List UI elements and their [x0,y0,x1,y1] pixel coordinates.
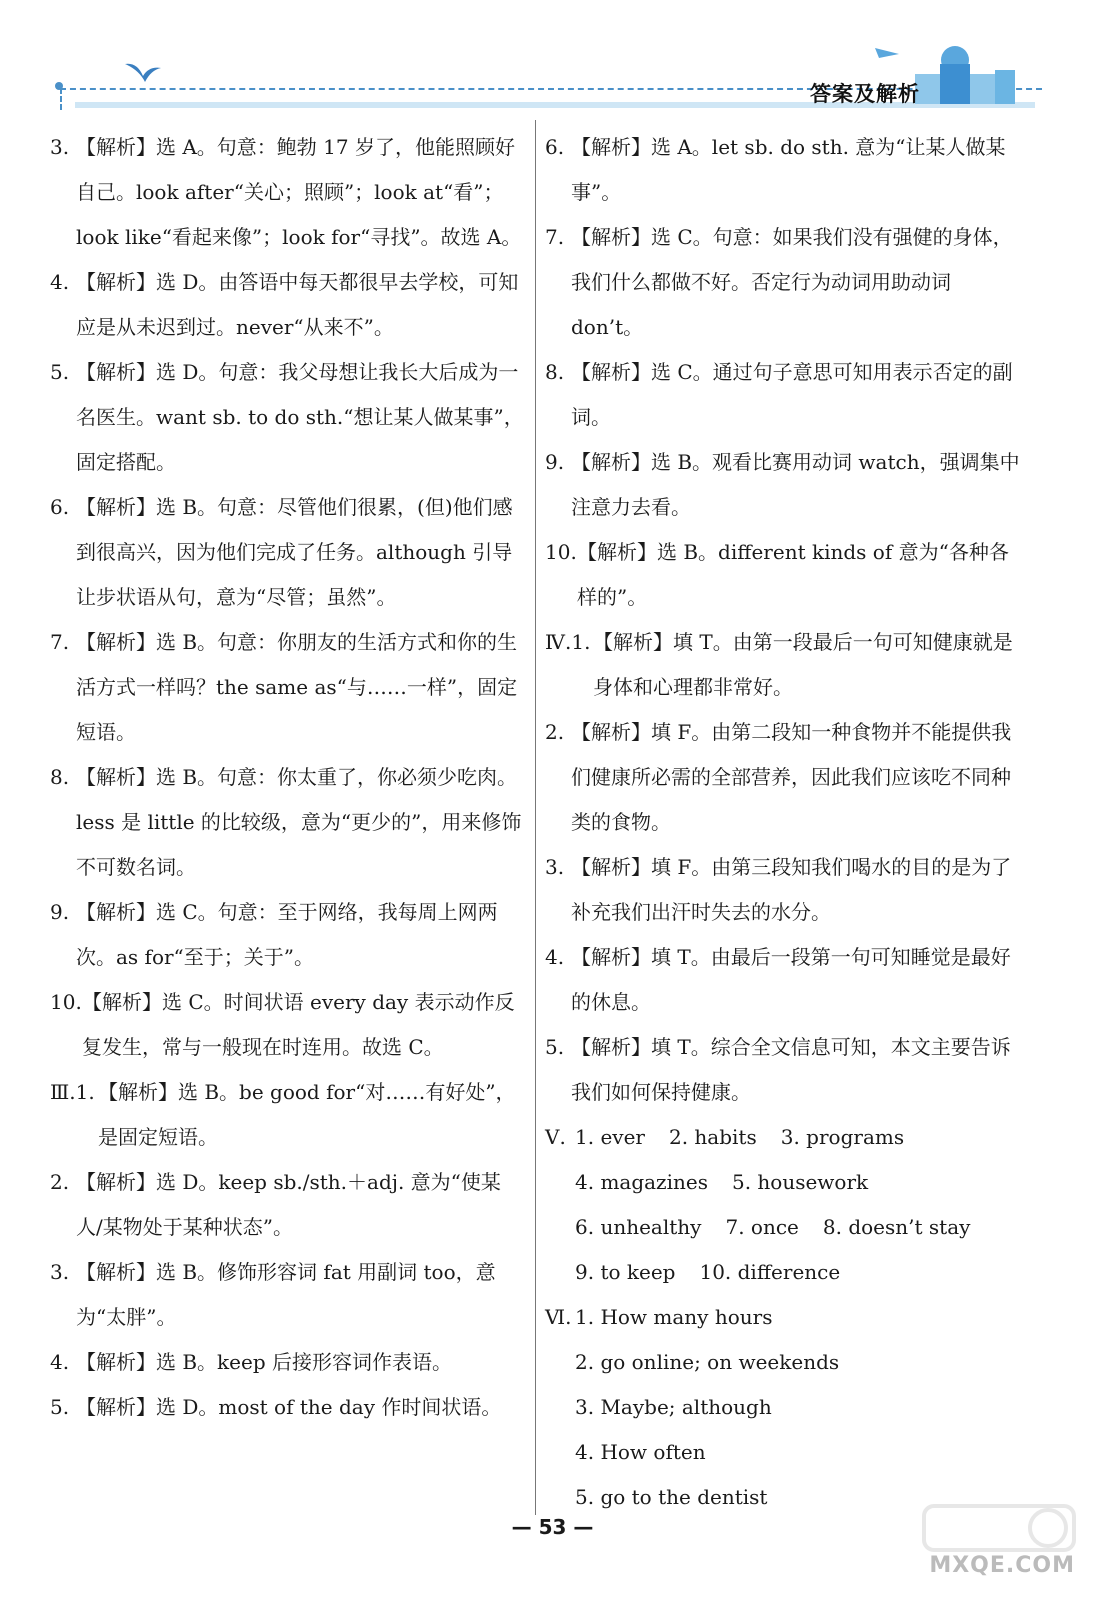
answer-text: 【解析】选 C。通过句子意思可知用表示否定的副词。 [571,360,1013,429]
answer-text: 【解析】选 B。句意：你朋友的生活方式和你的生活方式一样吗？the same as“与……一样”，固定短语。 [76,630,518,744]
answer-cell: 7. once [725,1215,799,1239]
answer-cell: 8. doesn’t stay [822,1215,971,1239]
answer-text: 【解析】填 F。由第三段知我们喝水的目的是为了补充我们出汗时失去的水分。 [571,855,1012,924]
answer-number: 7. [50,630,70,654]
watermark-text: MXQE.COM [929,1553,1075,1578]
answer-row [545,1115,1020,1160]
answer-number: 10. [545,540,577,564]
answer-text: 【解析】选 B。观看比赛用动词 watch，强调集中注意力去看。 [571,450,1020,519]
answer-cell: 2. go online; on weekends [575,1350,840,1374]
answer-text: 【解析】选 D。most of the day 作时间状语。 [76,1395,502,1419]
answer-text: 【解析】填 T。综合全文信息可知，本文主要告诉我们如何保持健康。 [571,1035,1011,1104]
answer-item [545,530,1020,620]
answer-row [545,1385,1020,1430]
answer-cell: 9. to keep [575,1260,676,1284]
left-column [50,125,525,1430]
answer-text: 【解析】选 B。修饰形容词 fat 用副词 too，意为“太胖”。 [76,1260,496,1329]
answer-cell: 3. programs [780,1125,905,1149]
answer-cell: 5. housework [731,1170,869,1194]
answer-item [50,1340,525,1385]
answer-item [545,710,1020,845]
answer-cell: 3. Maybe; although [575,1395,772,1419]
answer-text: 【解析】选 B。different kinds of 意为“各种各样的”。 [577,540,1009,609]
right-column [545,125,1020,1520]
answer-item [545,620,1020,710]
answer-number: 3. [545,855,565,879]
answer-item [50,620,525,755]
answer-cell: 5. go to the dentist [575,1485,768,1509]
answer-number: 5. [545,1035,565,1059]
answer-item [50,1250,525,1340]
answer-item [545,845,1020,935]
answer-number: 8. [50,765,70,789]
answer-cell: 2. habits [668,1125,757,1149]
answer-number: 6. [50,495,70,519]
answer-cell: 1. How many hours [575,1305,773,1329]
answer-text: 【解析】选 B。句意：你太重了，你必须少吃肉。less 是 little 的比较级，意为“更少的”，用来修饰不可数名词。 [76,765,522,879]
answer-cell: 1. ever [575,1125,645,1149]
answer-item [50,1160,525,1250]
answer-text: 【解析】选 B。句意：尽管他们很累，(但)他们感到很高兴，因为他们完成了任务。although 引导让步状语从句，意为“尽管；虽然”。 [76,495,513,609]
answer-text: 【解析】选 D。句意：我父母想让我长大后成为一名医生。want sb. to do sth.“想让某人做某事”，固定搭配。 [76,360,524,474]
section-5-answers [545,1115,1020,1295]
answer-row [545,1250,1020,1295]
answer-number: 8. [545,360,565,384]
answer-item [50,485,525,620]
answer-row [545,1295,1020,1340]
answer-number: 4. [545,945,565,969]
answer-cell: 4. magazines [575,1170,708,1194]
answer-item [50,890,525,980]
answer-number: 6. [545,135,565,159]
answer-number: 3. [50,1260,70,1284]
answer-number: Ⅲ.1. [50,1080,95,1104]
answer-item [545,215,1020,350]
answer-item [50,350,525,485]
answer-row [545,1430,1020,1475]
answer-row [545,1340,1020,1385]
answer-text: 【解析】选 B。be good for“对……有好处”，是固定短语。 [98,1080,516,1149]
answer-item [545,440,1020,530]
answer-item [50,260,525,350]
answer-text: 【解析】选 C。句意：如果我们没有强健的身体，我们什么都做不好。否定行为动词用助动词 don’t。 [571,225,1013,339]
answer-item [50,125,525,260]
answer-number: Ⅳ.1. [545,630,591,654]
answer-item [545,350,1020,440]
answer-text: 【解析】选 D。keep sb./sth.＋adj. 意为“使某人/某物处于某种状态”。 [76,1170,501,1239]
answer-number: 4. [50,270,70,294]
answer-text: 【解析】选 B。keep 后接形容词作表语。 [76,1350,453,1374]
answer-cell: 10. difference [699,1260,841,1284]
answer-text: 【解析】填 F。由第二段知一种食物并不能提供我们健康所必需的全部营养，因此我们应该吃不同种类的食物。 [571,720,1012,834]
answer-item [545,935,1020,1025]
answer-text: 【解析】填 T。由第一段最后一句可知健康就是身体和心理都非常好。 [593,630,1013,699]
page-number: — 53 — [511,1515,594,1539]
answer-number: 10. [50,990,82,1014]
answer-text: 【解析】填 T。由最后一段第一句可知睡觉是最好的休息。 [571,945,1011,1014]
section-6-answers [545,1295,1020,1520]
section-label: Ⅵ. [545,1305,572,1329]
answer-number: 5. [50,360,70,384]
answer-cell: 4. How often [575,1440,706,1464]
column-divider [535,120,536,1515]
answer-number: 5. [50,1395,70,1419]
answer-number: 7. [545,225,565,249]
header-title: 答案及解析 [810,82,920,106]
answer-number: 2. [545,720,565,744]
answer-number: 4. [50,1350,70,1374]
answer-item [545,1025,1020,1115]
answer-item [50,755,525,890]
answer-cell: 6. unhealthy [575,1215,702,1239]
answer-number: 9. [545,450,565,474]
answer-item [50,980,525,1070]
answer-row [545,1160,1020,1205]
answer-number: 9. [50,900,70,924]
answer-row [545,1205,1020,1250]
bird-icon [123,58,163,88]
page-header [55,40,1045,115]
answer-text: 【解析】选 C。时间状语 every day 表示动作反复发生，常与一般现在时连用。故选 C。 [82,990,515,1059]
answer-text: 【解析】选 A。let sb. do sth. 意为“让某人做某事”。 [571,135,1006,204]
answer-text: 【解析】选 D。由答语中每天都很早去学校，可知应是从未迟到过。never“从来不”。 [76,270,519,339]
answer-item [545,125,1020,215]
answer-item [50,1070,525,1160]
answer-text: 【解析】选 C。句意：至于网络，我每周上网两次。as for“至于；关于”。 [76,900,498,969]
answer-item [50,1385,525,1430]
answer-text: 【解析】选 A。句意：鲍勃 17 岁了，他能照顾好自己。look after“关心；照顾”；look at“看”；look like“看起来像”；look for“寻找”。故选 A。 [76,135,522,249]
section-label: Ⅴ. [545,1125,566,1149]
answer-number: 3. [50,135,70,159]
answer-number: 2. [50,1170,70,1194]
